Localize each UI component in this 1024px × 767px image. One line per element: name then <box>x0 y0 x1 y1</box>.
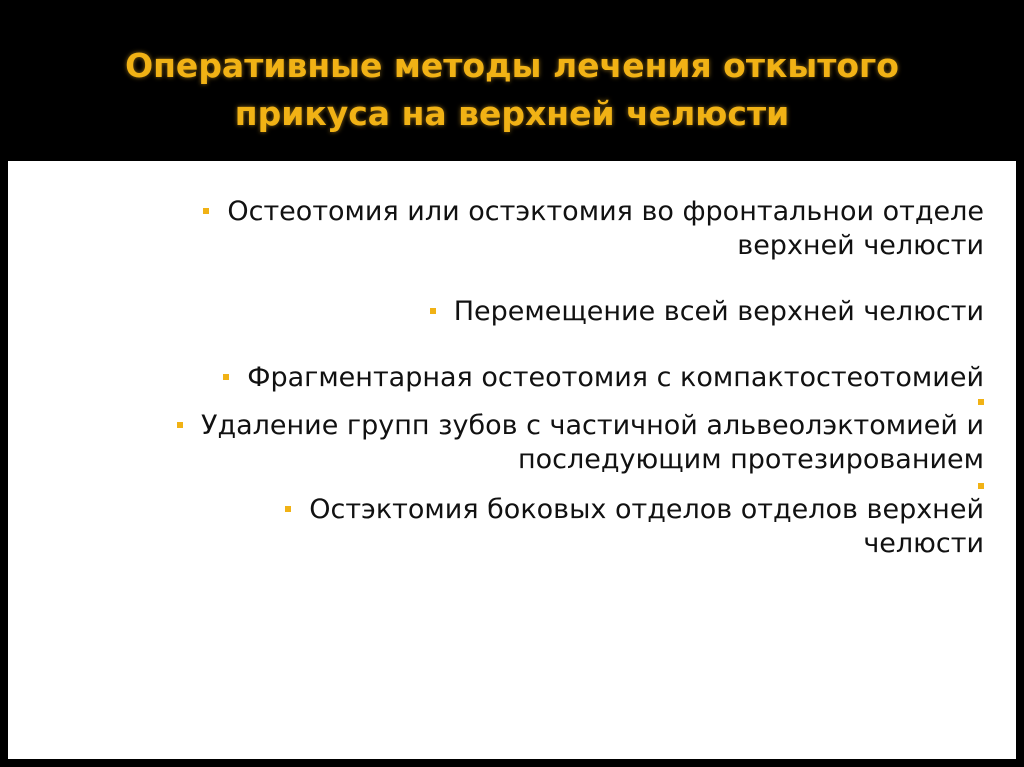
bullet-item-2 <box>104 295 984 329</box>
bullet-item-4 <box>104 409 984 489</box>
bullet-square-icon <box>203 208 209 214</box>
bullet-square-icon <box>285 506 291 512</box>
bullet-square-icon <box>978 399 984 405</box>
bullet-5-line-1: Остэктомия боковых отделов отделов верхней <box>309 494 984 525</box>
bullet-3-text: Фрагментарная остеотомия с компактостеотомией <box>247 362 984 393</box>
bullet-item-1 <box>104 195 984 263</box>
bullet-4-line-1: Удаление групп зубов с частичной альвеолэктомией и <box>200 410 984 441</box>
bullet-4-line-2: последующим протезированием <box>517 444 984 475</box>
content-panel <box>8 161 1016 759</box>
bullet-square-icon <box>978 483 984 489</box>
bullet-item-3 <box>104 361 984 405</box>
slide-title-line-2: прикуса на верхней челюсти <box>234 94 790 133</box>
slide-title-line-1: Оперативные методы лечения откытого <box>125 46 899 85</box>
bullet-item-5 <box>104 493 984 561</box>
bullet-1-line-1: Остеотомия или остэктомия во фронтальнои отделе <box>227 196 984 227</box>
bullet-5-line-2: челюсти <box>863 528 984 559</box>
bullet-1-line-2: верхней челюсти <box>737 230 984 261</box>
bullet-square-icon <box>177 422 183 428</box>
bullet-square-icon <box>223 374 229 380</box>
slide-header <box>0 0 1024 158</box>
bullet-2-text: Перемещение всей верхней челюсти <box>453 296 984 327</box>
bullet-list <box>104 195 984 593</box>
bullet-square-icon <box>430 308 436 314</box>
slide-title <box>80 42 944 138</box>
